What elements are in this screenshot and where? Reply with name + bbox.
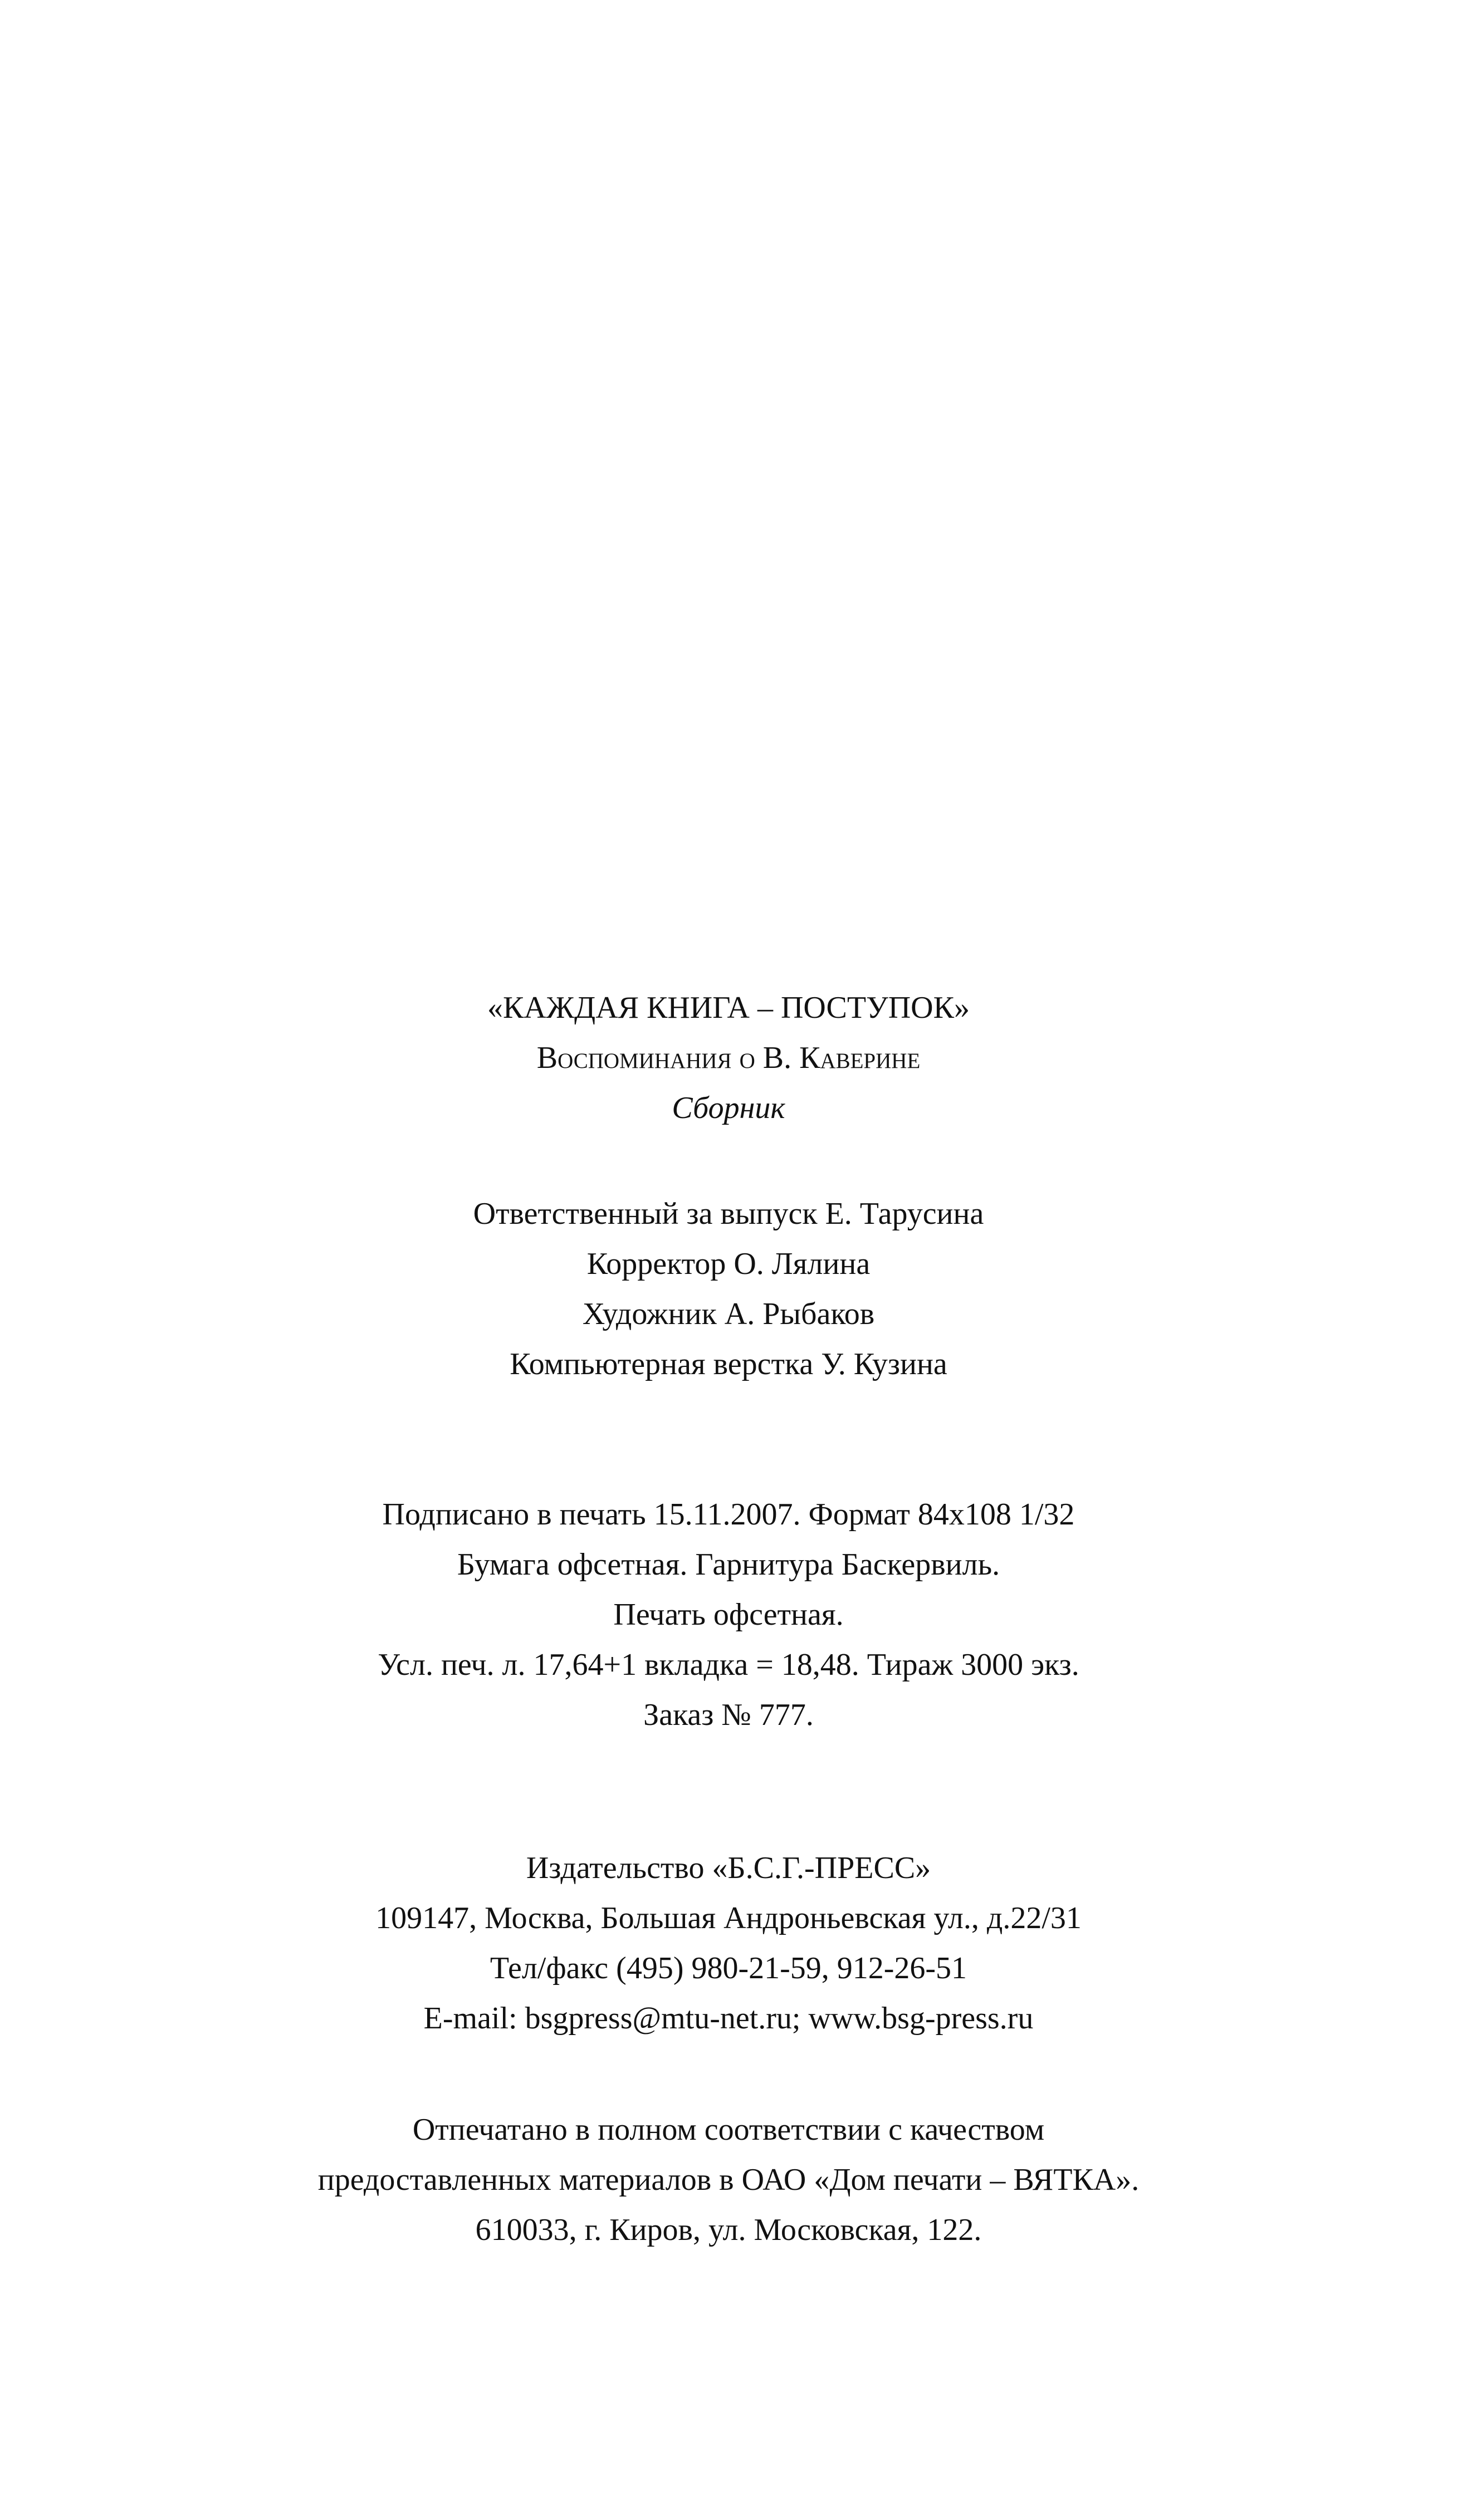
publisher-line: Издательство «Б.С.Г.-ПРЕСС»	[526, 1851, 931, 1885]
printer-line: Отпечатано в полном соответствии с качеством	[412, 2112, 1045, 2147]
publisher-line: 109147, Москва, Большая Андроньевская ул., д.22/31	[375, 1901, 1082, 1935]
printing-info-line: Подписано в печать 15.11.2007. Формат 84x108 1/32	[382, 1497, 1075, 1532]
printer-line: предоставленных материалов в ОАО «Дом печати – ВЯТКА».	[317, 2163, 1140, 2197]
printer-line: 610033, г. Киров, ул. Московская, 122.	[475, 2213, 982, 2247]
book-subtitle: Воспоминания о В. Каверине	[536, 1041, 921, 1075]
printing-info-line: Печать офсетная.	[613, 1597, 844, 1632]
printing-info-line: Заказ № 777.	[643, 1698, 814, 1732]
credit-line: Ответственный за выпуск Е. Тарусина	[473, 1197, 984, 1231]
credit-line: Художник А. Рыбаков	[582, 1297, 875, 1331]
printing-info-line: Бумага офсетная. Гарнитура Баскервиль.	[457, 1547, 1000, 1582]
credit-line: Компьютерная верстка У. Кузина	[510, 1347, 947, 1381]
publisher-line: Тел/факс (495) 980-21-59, 912-26-51	[490, 1951, 967, 1985]
printing-info-line: Усл. печ. л. 17,64+1 вкладка = 18,48. Тираж 3000 экз.	[378, 1648, 1079, 1682]
credit-line: Корректор О. Лялина	[586, 1247, 871, 1281]
publisher-contact-line: E-mail: bsgpress@mtu-net.ru; www.bsg-press.ru	[423, 2001, 1034, 2036]
book-genre: Сборник	[672, 1091, 785, 1125]
book-title: «КАЖДАЯ КНИГА – ПОСТУПОК»	[487, 991, 970, 1025]
